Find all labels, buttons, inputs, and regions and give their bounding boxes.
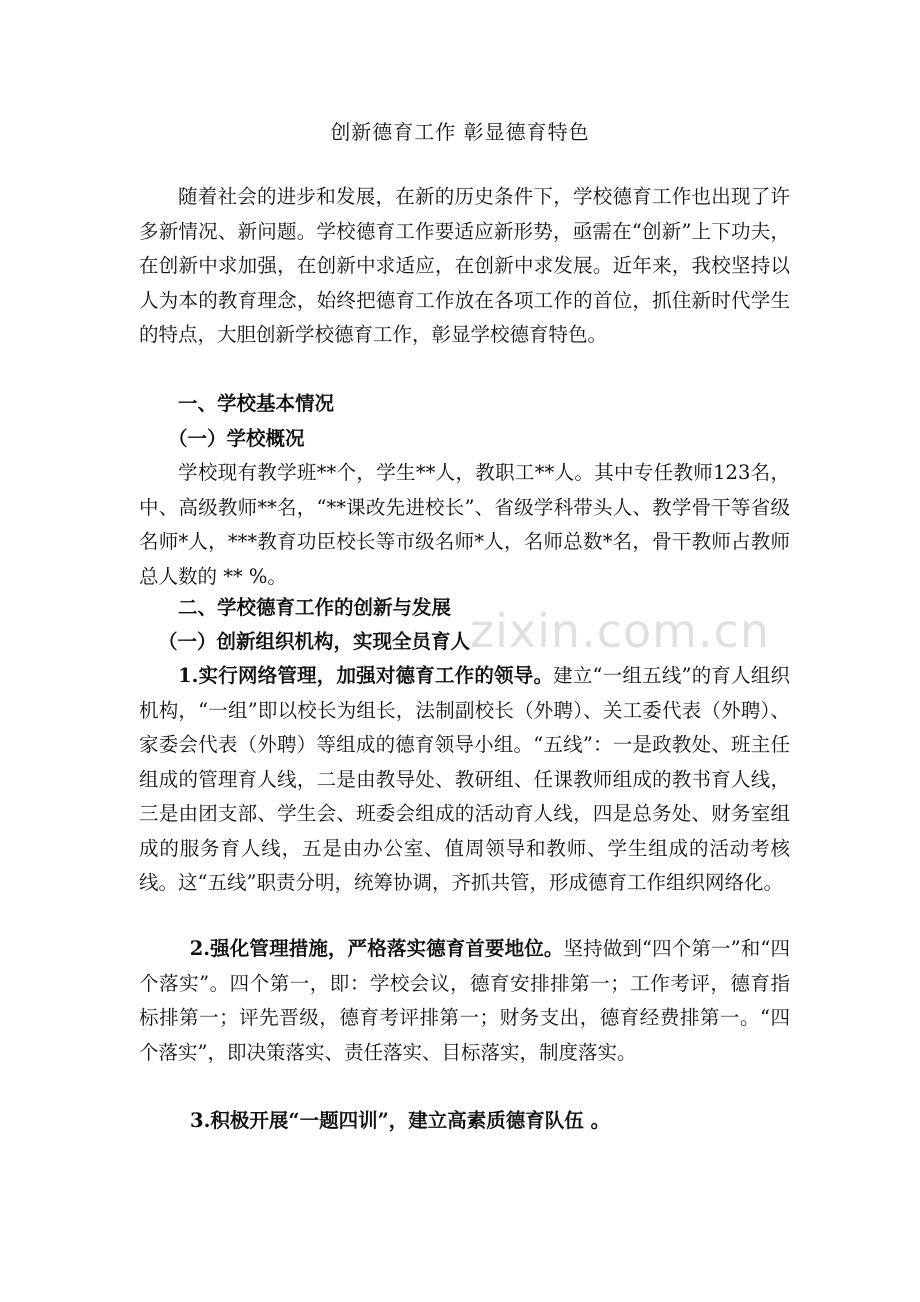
section2-heading: 二、学校德育工作的创新与发展	[178, 596, 452, 619]
item1-text: 建立“一组五线”的育人组织机构，“一组”即以校长为组长，法制副校长（外聘）、关工委代表（外聘）、家委会代表（外聘）等组成的德育领导小组。“五线”：一是政教处、班主任组成的管理育人线，二是由教导处、教研组、任课教师组成的教书育人线，三是由团支部、学生会、班委会组成的活动育人线，四是总务处、财务室组成的服务育人线，五是由办公室、值周领导和教师、学生组成的活动考核线。这“五线”职责分明，统筹协调，齐抓共管，形成德育工作组织网络化。	[139, 664, 790, 894]
intro-paragraph: 随着社会的进步和发展，在新的历史条件下，学校德育工作也出现了许多新情况、新问题。学校德育工作要适应新形势，亟需在“创新”上下功夫，在创新中求加强，在创新中求适应，在创新中求发展。近年来，我校坚持以人为本的教育理念，始终把德育工作放在各项工作的首位，抓住新时代学生的特点，大胆创新学校德育工作，彰显学校德育特色。	[139, 185, 790, 346]
item1-paragraph	[139, 659, 790, 901]
item1-lead: 1.实行网络管理，加强对德育工作的领导。	[178, 664, 554, 687]
document-title: 创新德育工作 彰显德育特色	[330, 120, 590, 144]
section1-subheading: （一）学校概况	[168, 427, 305, 450]
item2-text: 坚持做到“四个第一”和“四个落实”。四个第一，即：学校会议，德育安排排第一；工作考评，德育指标排第一；评先晋级，德育考评排第一；财务支出，德育经费排第一。“四个落实”，即决策落实、责任落实、目标落实，制度落实。	[139, 937, 790, 1064]
section2-subheading: （一）创新组织机构，实现全员育人	[158, 630, 471, 653]
item2-paragraph	[139, 932, 790, 1070]
item3-heading: 3.积极开展“一题四训”，建立高素质德育队伍 。	[190, 1109, 611, 1132]
section1-paragraph: 学校现有教学班**个，学生**人，教职工**人。其中专任教师123名，中、高级教师**名，“**课改先进校长”、省级学科带头人、教学骨干等省级名师*人，***教育功臣校长等市级名师*人，名师总数*名，骨干教师占教师总人数的 ** %。	[139, 461, 790, 588]
item2-lead: 2.强化管理措施，严格落实德育首要地位。	[189, 937, 564, 960]
watermark: zixin.com.cn	[470, 604, 771, 658]
section1-heading: 一、学校基本情况	[178, 392, 335, 415]
